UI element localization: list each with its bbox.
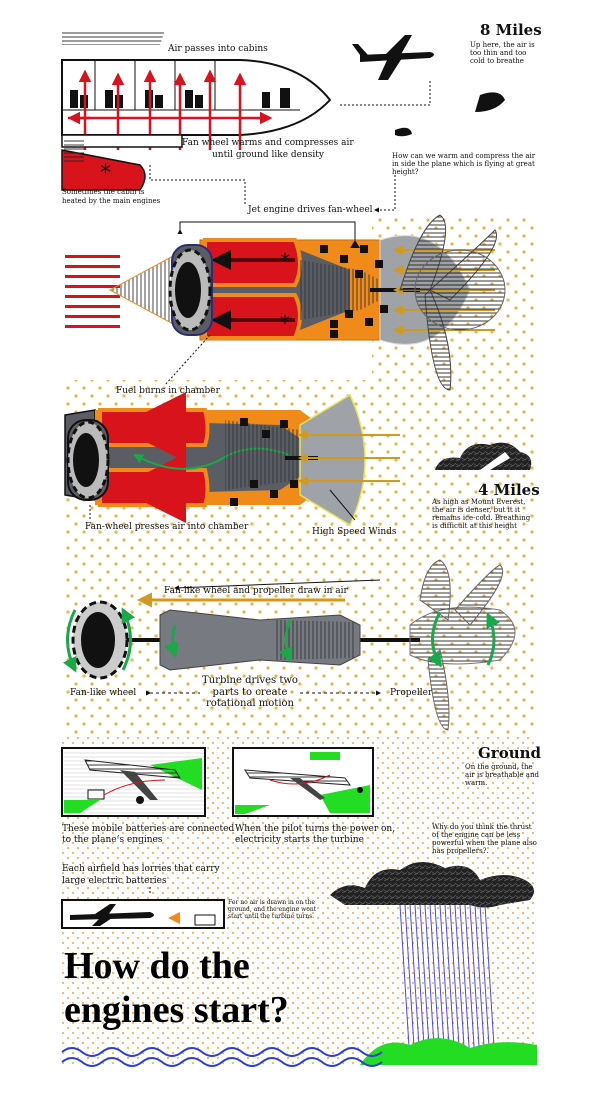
batteries-caption-1: These mobile batteries are connected <box>62 824 235 834</box>
battery-cart-panel <box>62 748 205 816</box>
page-title: How do the engines start? <box>64 945 289 1031</box>
turbine-drives-line-1: Turbine drives two <box>202 675 298 686</box>
question-thrust: Why do you think the thrust of the engine can be less powerful when the plane also has propellers?. <box>432 823 537 856</box>
batteries-caption-2: to the plane’s engines <box>62 835 163 845</box>
turbine-drives-line-2: parts to create <box>212 686 288 698</box>
lorries-caption-1: Each airfield has lorries that carry <box>62 864 220 874</box>
high-speed-winds-label: High Speed Winds <box>312 527 397 537</box>
fan-wheel-label-2: until ground like density <box>212 150 325 160</box>
no-air-note: For no air is drawn in on the ground, and the engine wont start until the turbine turns. <box>228 899 317 920</box>
ground-text: On the ground, the air is breathable and warm. <box>465 763 539 788</box>
fan-wheel-label-1: Fan wheel warms and compresses air <box>182 138 354 148</box>
altitude-leader-line <box>340 80 430 105</box>
ground-heading: Ground <box>478 744 542 762</box>
tiny-cloud-icon <box>395 128 412 137</box>
draw-air-label: Fan-like wheel and propeller draw in air <box>164 586 348 596</box>
turbine-drives-line-3: rotational motion <box>206 698 294 709</box>
cabin-heated-label-2: heated by the main engines <box>62 197 161 205</box>
altitude-8-text: Up here, the air is too thin and too cold to breathe <box>470 41 535 66</box>
pilot-caption-2: electricity starts the turbine <box>235 835 364 845</box>
fan-like-wheel-label: Fan-like wheel <box>70 688 137 698</box>
fuel-burns-label: Fuel burns in chamber <box>116 386 220 396</box>
small-cloud-icon <box>475 92 505 112</box>
altitude-4-heading: 4 Miles <box>478 481 540 499</box>
airplane-icon <box>352 35 434 80</box>
turbine-drives-label <box>195 675 305 710</box>
combustion-chamber-diagram <box>65 395 400 525</box>
pilot-caption-1: When the pilot turns the power on, <box>235 824 396 834</box>
propeller-label: Propeller <box>390 688 433 698</box>
lorries-caption-2: large electric batteries <box>62 876 167 886</box>
pilot-power-panel <box>233 748 373 816</box>
jet-engine-label: Jet engine drives fan-wheel <box>248 205 373 215</box>
fan-wheel-presses-label: Fan-wheel presses air into chamber <box>85 522 249 532</box>
question-warm-air: How can we warm and compress the air in side the plane which is flying at great height? <box>392 152 536 177</box>
cabin-heated-label-1: Sometimes the cabin is <box>62 188 145 196</box>
altitude-8-heading: 8 Miles <box>480 21 542 39</box>
cabin-air-label: Air passes into cabins <box>168 44 268 54</box>
svg-text:*: * <box>280 249 290 273</box>
svg-text:*: * <box>280 311 290 335</box>
altitude-4-text: As high as Mount Everest, the air is denser, but it it remains ice-cold. Breathing is difficult at this height <box>432 498 531 531</box>
svg-text:*: * <box>100 161 111 186</box>
